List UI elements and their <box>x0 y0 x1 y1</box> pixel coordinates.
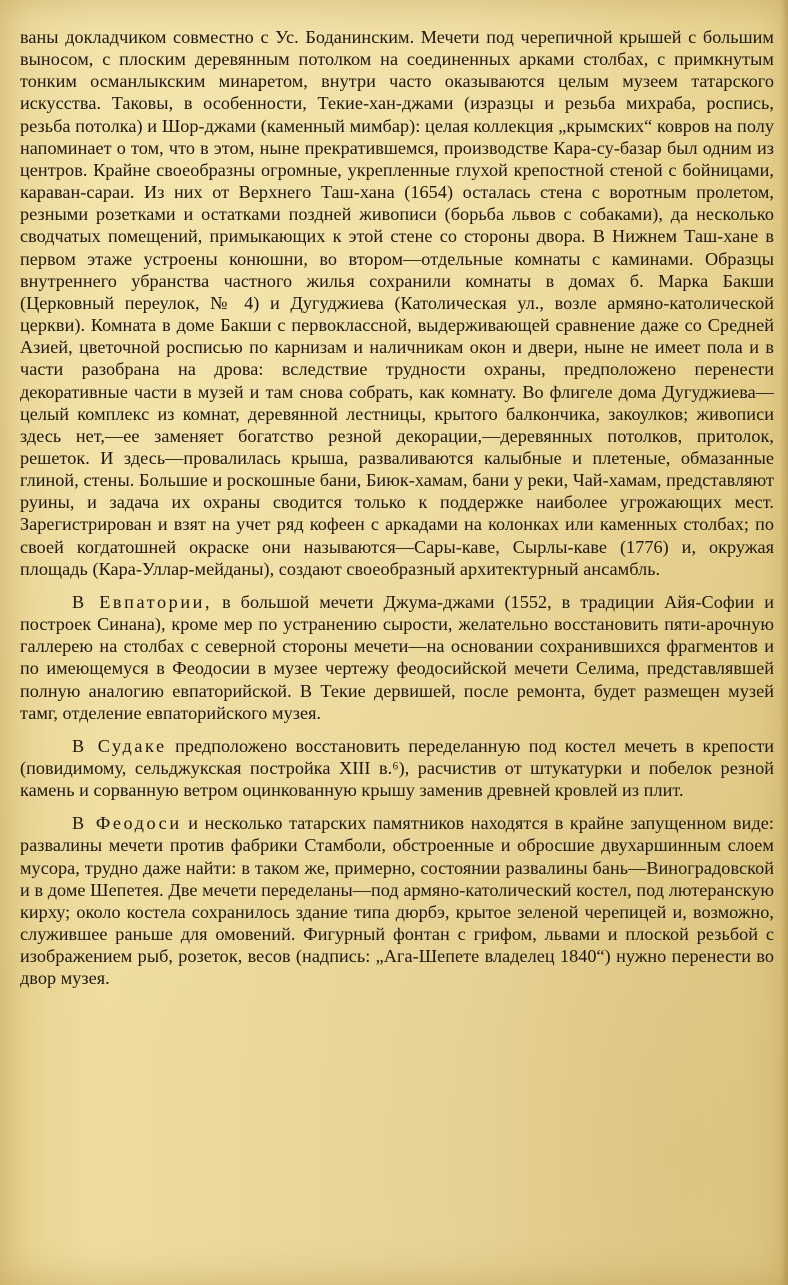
paragraph-lead: В Феодоси <box>72 813 182 834</box>
body-text <box>20 26 774 990</box>
paragraph-evpatoria <box>20 591 774 724</box>
paragraph-sudak <box>20 735 774 801</box>
paragraph-karasubazar <box>20 26 774 580</box>
paragraph-text: предположено восстановить переделанную под костел мечеть в крепости (повидимому, сельджукская постройка XIII в.⁶), расчистив от штукатурки и побелок резной камень и сорванную ветром оцинкованную крышу заменив древней кровлей из плит. <box>20 735 774 801</box>
page-edge-shadow <box>780 0 788 1285</box>
paragraph-text: в большой мечети Джума-джами (1552, в традиции Айя-Софии и построек Синана), кроме мер по устранению сырости, желательно восстановить пяти-арочную галлерею на столбах с северной стороны мечети—на основании сохранившихся фрагментов и по имеющемуся в Феодосии в музее чертежу феодосийской мечети Селима, представлявшей полную аналогию евпаторийской. В Текие дервишей, после ремонта, будет размещен музей тамг, отделение евпаторийского музея. <box>20 591 774 723</box>
paragraph-text: и несколько татарских памятников находятся в крайне запущенном виде: развалины мечети против фабрики Стамболи, обстроенные и обросшие двухаршинным слоем мусора, трудно даже найти: в таком же, примерно, состоянии развалины бань—Виноградовской и в доме Шепетея. Две мечети переделаны—под армяно-католический костел, под лютеранскую кирху; около костела сохранилось здание типа дюрбэ, крытое зеленой черепицей и, возможно, служившее раньше для омовений. Фигурный фонтан с грифом, львами и плоской резьбой с изображением рыб, розеток, весов (надпись: „Ага-Шепете владелец 1840“) нужно перенести во двор музея. <box>20 813 774 989</box>
paragraph-text: ваны докладчиком совместно с Ус. Боданинским. Мечети под черепичной крышей с большим выносом, с плоским деревянным потолком на соединенных арками столбах, с примкнутым тонким османлыкским минаретом, внутри часто оказываются целым музеем татарского искусства. Таковы, в особенности, Текие-хан-джами (изразцы и резьба михраба, роспись, резьба потолка) и Шор-джами (каменный мимбар): целая коллекция „крымских“ ковров на полу напоминает о том, что в этом, ныне прекратившемся, производстве Кара-су-базар был одним из центров. Крайне своеобразны огромные, укрепленные глухой крепостной стеной с бойницами, караван-сараи. Из них от Верхнего Таш-хана (1654) осталась стена с воротным пролетом, резными розетками и остатками поздней живописи (борьба львов с собаками), да несколько сводчатых помещений, примыкающих к этой стене со стороны двора. В Нижнем Таш-хане в первом этаже устроены конюшни, во втором—отдельные комнаты с каминами. Образцы внутреннего убранства частного жилья сохранили комнаты в домах б. Марка Бакши (Церковный переулок, № 4) и Дугуджиева (Католическая ул., возле армяно-католической церкви). Комната в доме Бакши с первоклассной, выдерживающей сравнение даже со Средней Азией, цветочной росписью по карнизам и наличникам окон и двери, ныне не имеет пола и в части разобрана на дрова: вследствие трудности охраны, предположено перенести декоративные части в музей и там снова собрать, как комнату. Во флигеле дома Дугуджиева—целый комплекс из комнат, деревянной лестницы, крытого балкончика, закоулков; живописи здесь нет,—ее заменяет богатство резной декорации,—деревянных потолков, притолок, решеток. И здесь—провалилась крыша, разваливаются калыбные и плетеные, обмазанные глиной, стены. Большие и роскошные бани, Биюк-хамам, бани у реки, Чай-хамам, представляют руины, и задача их охраны сводится только к поддержке наиболее угрожающих мест. Зарегистрирован и взят на учет ряд кофеен с аркадами на колонках или каменных столбах; по своей когдатошней окраске они называются—Сары-каве, Сырлы-каве (1776) и, окружая площадь (Кара-Уллар-мейданы), создают своеобразный архитектурный ансамбль. <box>20 27 774 579</box>
paragraph-lead: В Евпатории, <box>72 591 213 612</box>
paragraph-lead: В Судаке <box>72 735 167 756</box>
paragraph-feodosia <box>20 812 774 989</box>
